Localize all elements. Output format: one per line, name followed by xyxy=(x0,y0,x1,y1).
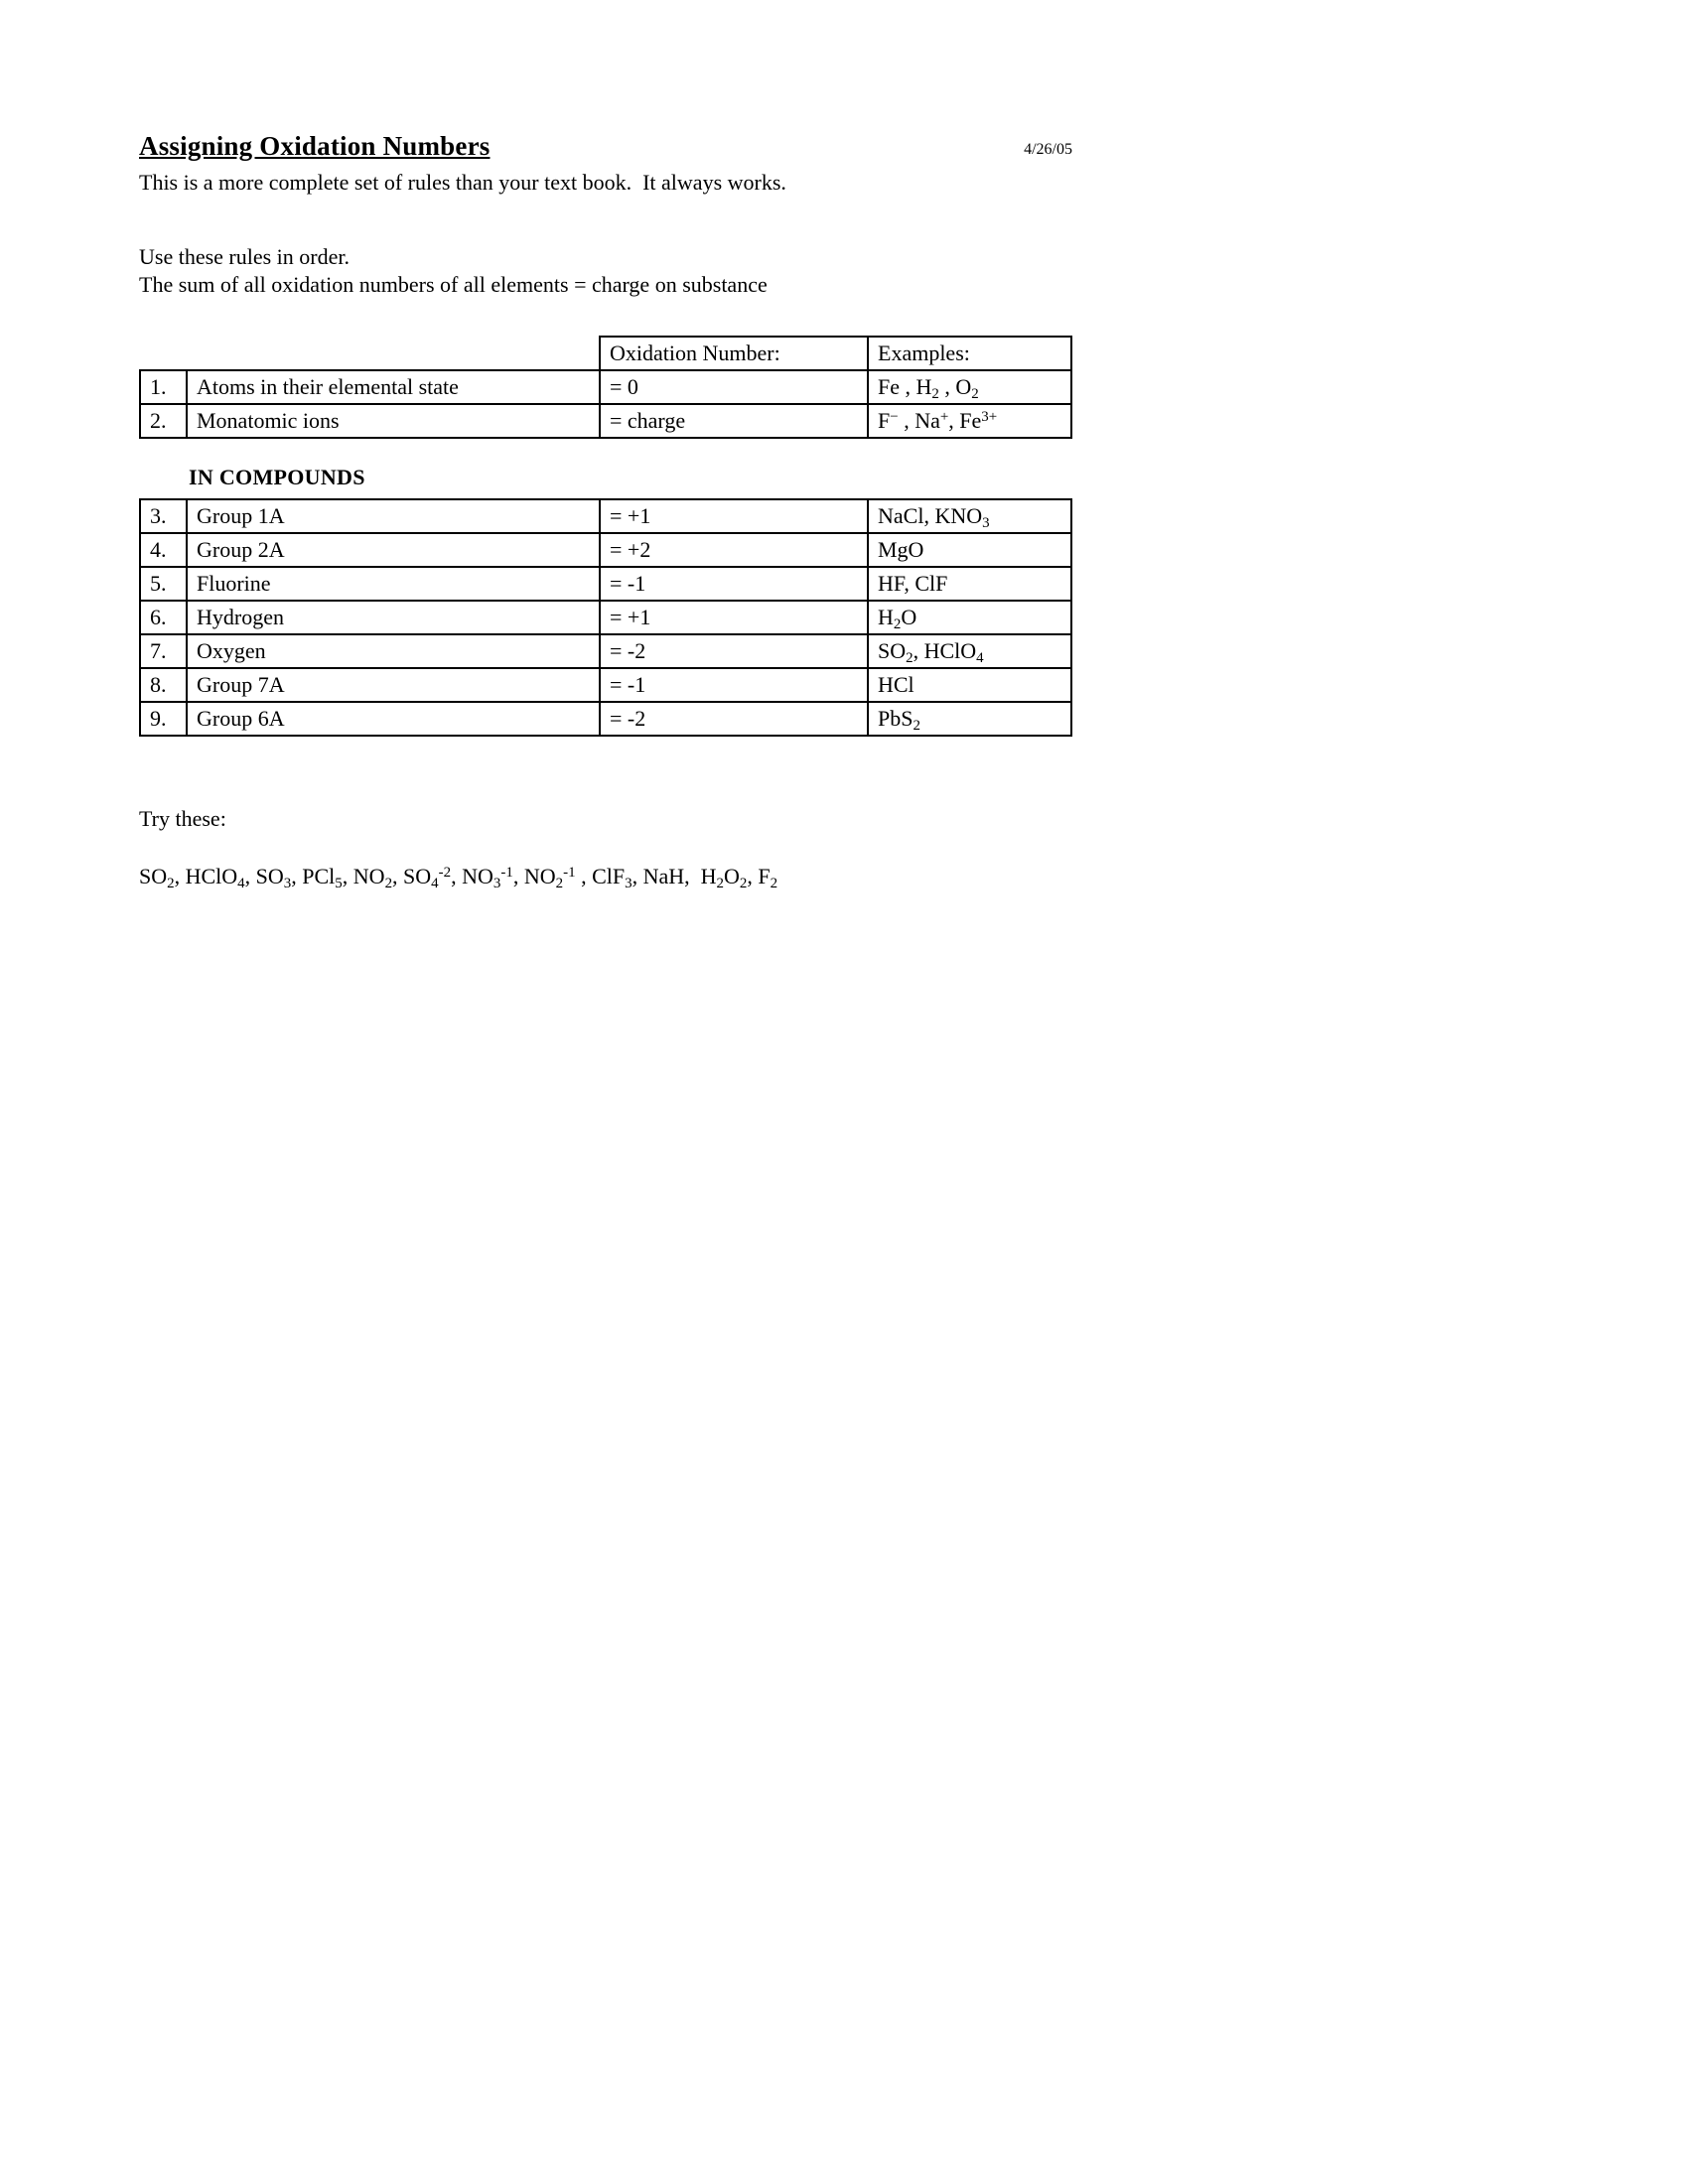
rule-number: 3. xyxy=(140,499,187,533)
examples-cell: Fe , $H_2$ , $O_2$ xyxy=(868,370,1071,404)
table-row-rule-6 xyxy=(140,601,1071,634)
examples-cell: MgO xyxy=(868,533,1071,567)
rule-number: 8. xyxy=(140,668,187,702)
examples-cell: HCl xyxy=(868,668,1071,702)
intro-line-2: The sum of all oxidation numbers of all elements = charge on substance xyxy=(139,271,768,297)
rule-name: Atoms in their elemental state xyxy=(187,370,600,404)
rule-name: Group 1A xyxy=(187,499,600,533)
rules-table-top xyxy=(139,336,1072,439)
document-content xyxy=(139,131,1072,892)
examples-cell: $SO_2$, HClO$_4$ xyxy=(868,634,1071,668)
rule-name: Fluorine xyxy=(187,567,600,601)
examples-cell: HF, ClF xyxy=(868,567,1071,601)
oxidation-value: = -2 xyxy=(600,634,868,668)
document-date: 4/26/05 xyxy=(1024,141,1072,158)
rule-name: Oxygen xyxy=(187,634,600,668)
header-blank-cell xyxy=(140,337,600,370)
rule-number: 4. xyxy=(140,533,187,567)
section-heading-in-compounds: IN COMPOUNDS xyxy=(189,465,365,489)
rule-name: Group 7A xyxy=(187,668,600,702)
oxidation-value: = +1 xyxy=(600,601,868,634)
rules-table-compounds xyxy=(139,498,1072,737)
oxidation-value: = +2 xyxy=(600,533,868,567)
oxidation-value: = -1 xyxy=(600,567,868,601)
examples-cell: $H_2O$ xyxy=(868,601,1071,634)
table-row-rule-1 xyxy=(140,370,1071,404)
rule-number: 1. xyxy=(140,370,187,404)
oxidation-value: = -2 xyxy=(600,702,868,736)
examples-cell: PbS$_2$ xyxy=(868,702,1071,736)
table-row-rule-7 xyxy=(140,634,1071,668)
rule-name: Group 2A xyxy=(187,533,600,567)
subtitle: This is a more complete set of rules than your text book. It always works. xyxy=(139,170,786,195)
rule-number: 2. xyxy=(140,404,187,438)
table-row-rule-3 xyxy=(140,499,1071,533)
intro-block xyxy=(139,243,1072,298)
rule-number: 9. xyxy=(140,702,187,736)
title-row xyxy=(139,131,1072,162)
col-header-oxidation-number: Oxidation Number: xyxy=(600,337,868,370)
examples-cell: NaCl, $KNO_3$ xyxy=(868,499,1071,533)
oxidation-value: = charge xyxy=(600,404,868,438)
page-title: Assigning Oxidation Numbers xyxy=(139,131,491,161)
try-these-formulas: $SO_2$, HClO$_4$, $SO_3$, PCl$_5$, $NO_2$, $SO_4^{-2}$, $NO_3^{-1}$, $NO_2^{-1}$ , ClF$_3$, NaH, $H_2O_2$, $F_2$ xyxy=(139,864,778,892)
oxidation-value: = 0 xyxy=(600,370,868,404)
rule-name: Monatomic ions xyxy=(187,404,600,438)
table-row-rule-8 xyxy=(140,668,1071,702)
table-row-rule-5 xyxy=(140,567,1071,601)
try-these-label: Try these: xyxy=(139,806,226,831)
examples-cell: F− , Na+, $Fe^{3+}$ xyxy=(868,404,1071,438)
rule-number: 6. xyxy=(140,601,187,634)
rule-number: 5. xyxy=(140,567,187,601)
table-row-rule-9 xyxy=(140,702,1071,736)
rule-name: Hydrogen xyxy=(187,601,600,634)
col-header-examples: Examples: xyxy=(868,337,1071,370)
table-row-rule-2 xyxy=(140,404,1071,438)
oxidation-value: = +1 xyxy=(600,499,868,533)
intro-line-1: Use these rules in order. xyxy=(139,244,350,269)
rule-name: Group 6A xyxy=(187,702,600,736)
table-row-rule-4 xyxy=(140,533,1071,567)
oxidation-value: = -1 xyxy=(600,668,868,702)
table-header-row xyxy=(140,337,1071,370)
rule-number: 7. xyxy=(140,634,187,668)
